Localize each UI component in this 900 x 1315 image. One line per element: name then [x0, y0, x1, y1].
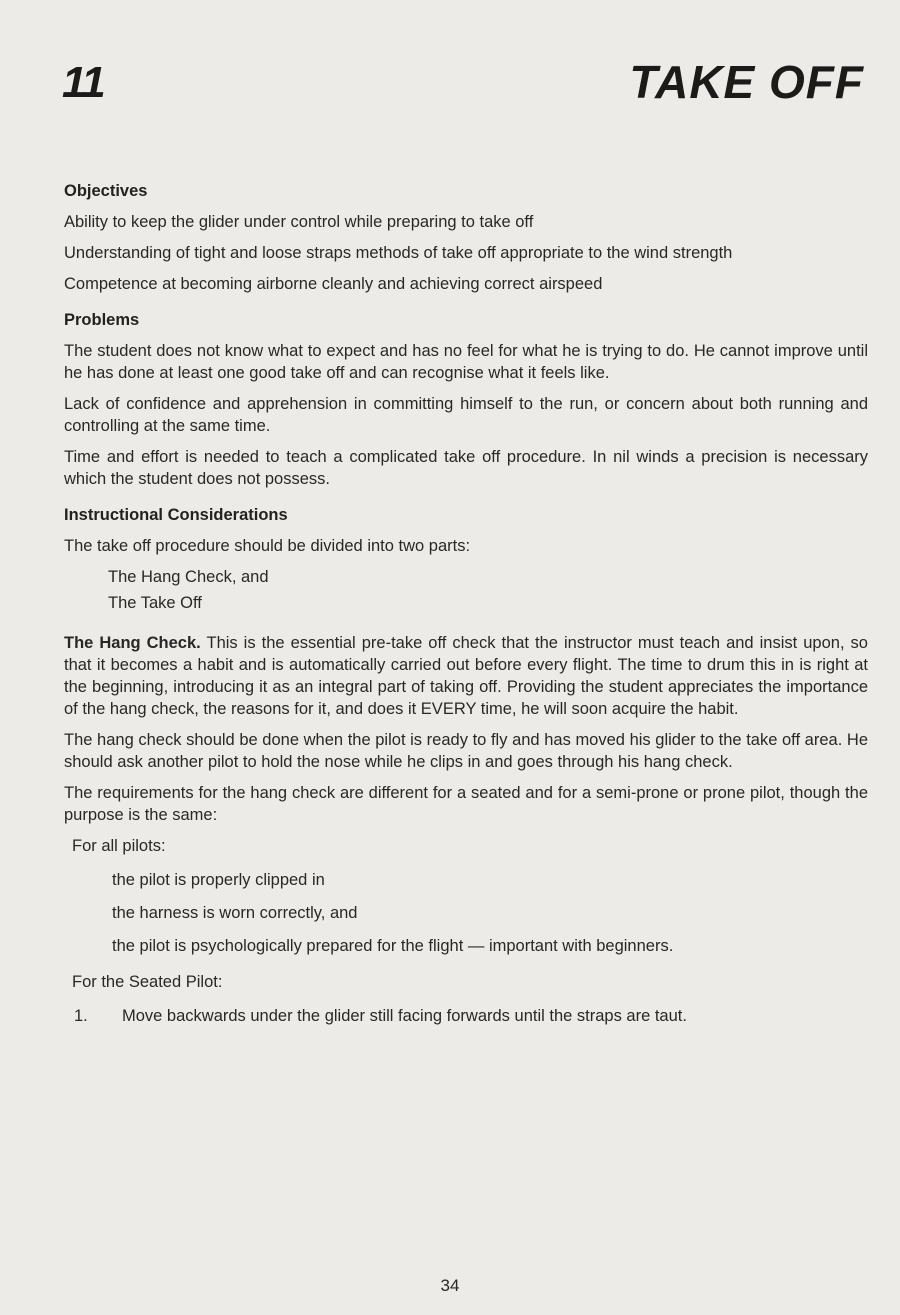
objective-item: Understanding of tight and loose straps methods of take off appropriate to the wind strength: [64, 244, 733, 262]
problems-heading: Problems: [64, 311, 140, 329]
all-pilots-item: the pilot is properly clipped in: [112, 871, 325, 889]
seated-item: [74, 1005, 868, 1027]
instructional-intro: The take off procedure should be divided into two parts:: [64, 537, 471, 555]
part-item: The Hang Check, and: [108, 568, 269, 586]
chapter-title: TAKE OFF: [629, 56, 864, 108]
chapter-number: 11: [62, 58, 104, 107]
seated-label: For the Seated Pilot:: [72, 973, 223, 991]
seated-item-number: 1.: [74, 1007, 88, 1025]
objectives-heading: Objectives: [64, 182, 148, 200]
problem-paragraph: Lack of confidence and apprehension in committing himself to the run, or concern about both running and controlling at the same time.: [64, 395, 868, 435]
objective-item: Competence at becoming airborne cleanly and achieving correct airspeed: [64, 275, 603, 293]
instructional-heading: Instructional Considerations: [64, 506, 288, 524]
seated-item-text: Move backwards under the glider still facing forwards until the straps are taut.: [122, 1007, 687, 1025]
all-pilots-label: For all pilots:: [72, 837, 166, 855]
page-number: 34: [440, 1276, 460, 1295]
hang-check-paragraph-2: The hang check should be done when the pilot is ready to fly and has moved his glider to the take off area. He should ask another pilot to hold the nose while he clips in and goes through his hang check.: [64, 731, 868, 771]
problem-paragraph: The student does not know what to expect and has no feel for what he is trying to do. He cannot improve until he has done at least one good take off and can recognise what it feels like.: [64, 342, 868, 382]
objective-item: Ability to keep the glider under control while preparing to take off: [64, 213, 534, 231]
hang-check-lead: The Hang Check.: [64, 634, 201, 652]
all-pilots-item: the harness is worn correctly, and: [112, 904, 358, 922]
content: [64, 180, 868, 1027]
part-item: The Take Off: [108, 594, 202, 612]
problem-paragraph: Time and effort is needed to teach a complicated take off procedure. In nil winds a precision is necessary which the student does not possess.: [64, 448, 868, 488]
hang-check-paragraph: [64, 632, 868, 720]
all-pilots-item: the pilot is psychologically prepared for the flight — important with beginners.: [112, 937, 674, 955]
hang-check-paragraph-3: The requirements for the hang check are different for a seated and for a semi-prone or prone pilot, though the purpose is the same:: [64, 784, 868, 824]
hang-check-text: This is the essential pre-take off check that the instructor must teach and insist upon, so that it becomes a habit and is automatically carried out before every flight. The time to drum this in is right at the beginning, introducing it as an integral part of taking off. Providing the student appreciates the importance of the hang check, the reasons for it, and does it EVERY time, he will soon acquire the habit.: [64, 634, 868, 718]
